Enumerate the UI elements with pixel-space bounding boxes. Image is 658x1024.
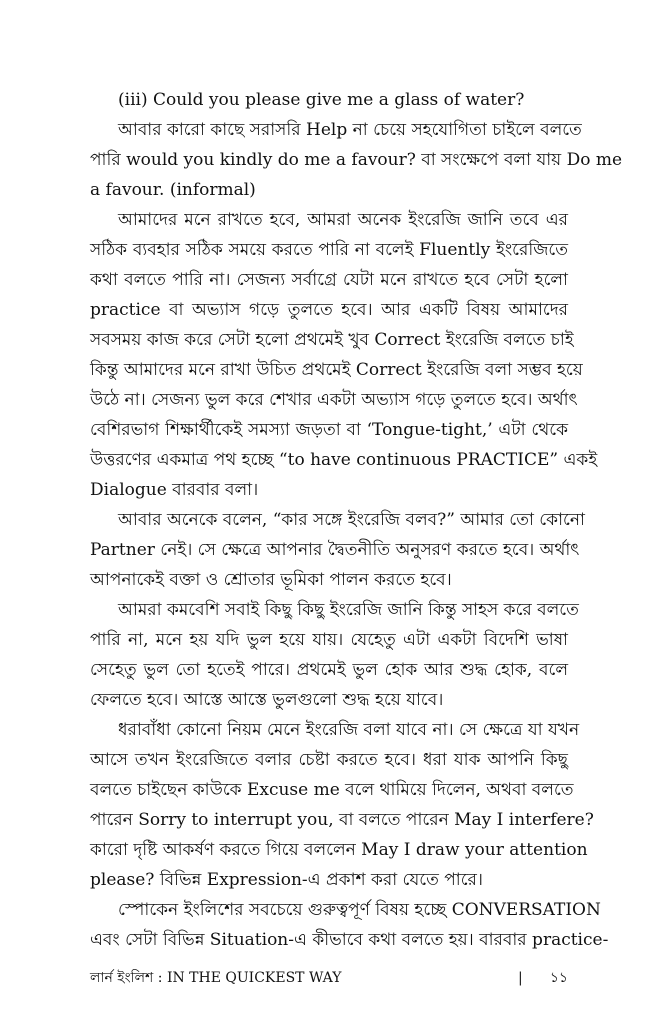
- running-title: লার্ন ইংলিশ : IN THE QUICKEST WAY: [90, 970, 342, 986]
- text-line: পারি না, মনে হয় যদি ভুল হয়ে যায়। যেহেতু এটা একটা বিদেশি ভাষা: [90, 630, 568, 650]
- text-line: বলতে চাইছেন কাউকে Excuse me বলে থামিয়ে দিলেন, অথবা বলতে: [90, 780, 574, 800]
- text-line: সঠিক ব্যবহার সঠিক সময়ে করতে পারি না বলেই Fluently ইংরেজিতে: [90, 240, 568, 260]
- text-line: বেশিরভাগ শিক্ষার্থীকেই সমস্যা জড়তা বা ‘Tongue-tight,’ এটা থেকে: [90, 420, 568, 440]
- text-line: আবার অনেকে বলেন, “কার সঙ্গে ইংরেজি বলব?” আমার তো কোনো: [118, 510, 585, 530]
- text-line: স্পোকেন ইংলিশের সবচেয়ে গুরুত্বপূর্ণ বিষয় হচ্ছে CONVERSATION: [118, 900, 601, 920]
- text-line: please? বিভিন্ন Expression-এ প্রকাশ করা যেতে পারে।: [90, 870, 483, 890]
- text-line: পারেন Sorry to interrupt you, বা বলতে পারেন May I interfere?: [90, 810, 594, 830]
- text-line: আসে তখন ইংরেজিতে বলার চেষ্টা করতে হবে। ধরা যাক আপনি কিছু: [90, 750, 568, 770]
- text-line: a favour. (informal): [90, 180, 256, 200]
- text-line: Dialogue বারবার বলা।: [90, 480, 259, 500]
- text-line: সেহেতু ভুল তো হতেই পারে। প্রথমেই ভুল হোক আর শুদ্ধ হোক, বলে: [90, 660, 568, 680]
- text-line: সবসময় কাজ করে সেটা হলো প্রথমেই খুব Correct ইংরেজি বলতে চাই: [90, 330, 574, 350]
- text-line: আপনাকেই বক্তা ও শ্রোতার ভূমিকা পালন করতে হবে।: [90, 570, 452, 590]
- text-line: আমরা কমবেশি সবাই কিছু কিছু ইংরেজি জানি কিন্তু সাহস করে বলতে: [118, 600, 579, 620]
- text-line: (iii) Could you please give me a glass of water?: [118, 90, 525, 110]
- page-number: ১১: [549, 970, 568, 986]
- text-line: Partner নেই। সে ক্ষেত্রে আপনার দ্বৈতনীতি অনুসরণ করতে হবে। অর্থাৎ: [90, 540, 580, 560]
- page-footer: [90, 966, 568, 990]
- text-line: কিন্তু আমাদের মনে রাখা উচিত প্রথমেই Correct ইংরেজি বলা সম্ভব হয়ে: [90, 360, 583, 380]
- text-line: উত্তরণের একমাত্র পথ হচ্ছে “to have continuous PRACTICE” একই: [90, 450, 598, 470]
- text-line: এবং সেটা বিভিন্ন Situation-এ কীভাবে কথা বলতে হয়। বারবার practice-: [90, 930, 609, 950]
- text-line: আবার কারো কাছে সরাসরি Help না চেয়ে সহযোগিতা চাইলে বলতে: [118, 120, 582, 140]
- text-line: পারি would you kindly do me a favour? বা সংক্ষেপে বলা যায় Do me: [90, 150, 623, 170]
- footer-separator: |: [518, 970, 523, 986]
- text-line: আমাদের মনে রাখতে হবে, আমরা অনেক ইংরেজি জানি তবে এর: [118, 210, 568, 230]
- text-line: কথা বলতে পারি না। সেজন্য সর্বাগ্রে যেটা মনে রাখতে হবে সেটা হলো: [90, 270, 568, 290]
- text-line: কারো দৃষ্টি আকর্ষণ করতে গিয়ে বললেন May I draw your attention: [90, 840, 588, 860]
- text-line: ফেলতে হবে। আস্তে আস্তে ভুলগুলো শুদ্ধ হয়ে যাবে।: [90, 690, 444, 710]
- text-line: ধরাবাঁধা কোনো নিয়ম মেনে ইংরেজি বলা যাবে না। সে ক্ষেত্রে যা যখন: [118, 720, 580, 740]
- text-line: practice বা অভ্যাস গড়ে তুলতে হবে। আর একটি বিষয় আমাদের: [90, 300, 568, 320]
- text-line: উঠে না। সেজন্য ভুল করে শেখার একটা অভ্যাস গড়ে তুলতে হবে। অর্থাৎ: [90, 390, 578, 410]
